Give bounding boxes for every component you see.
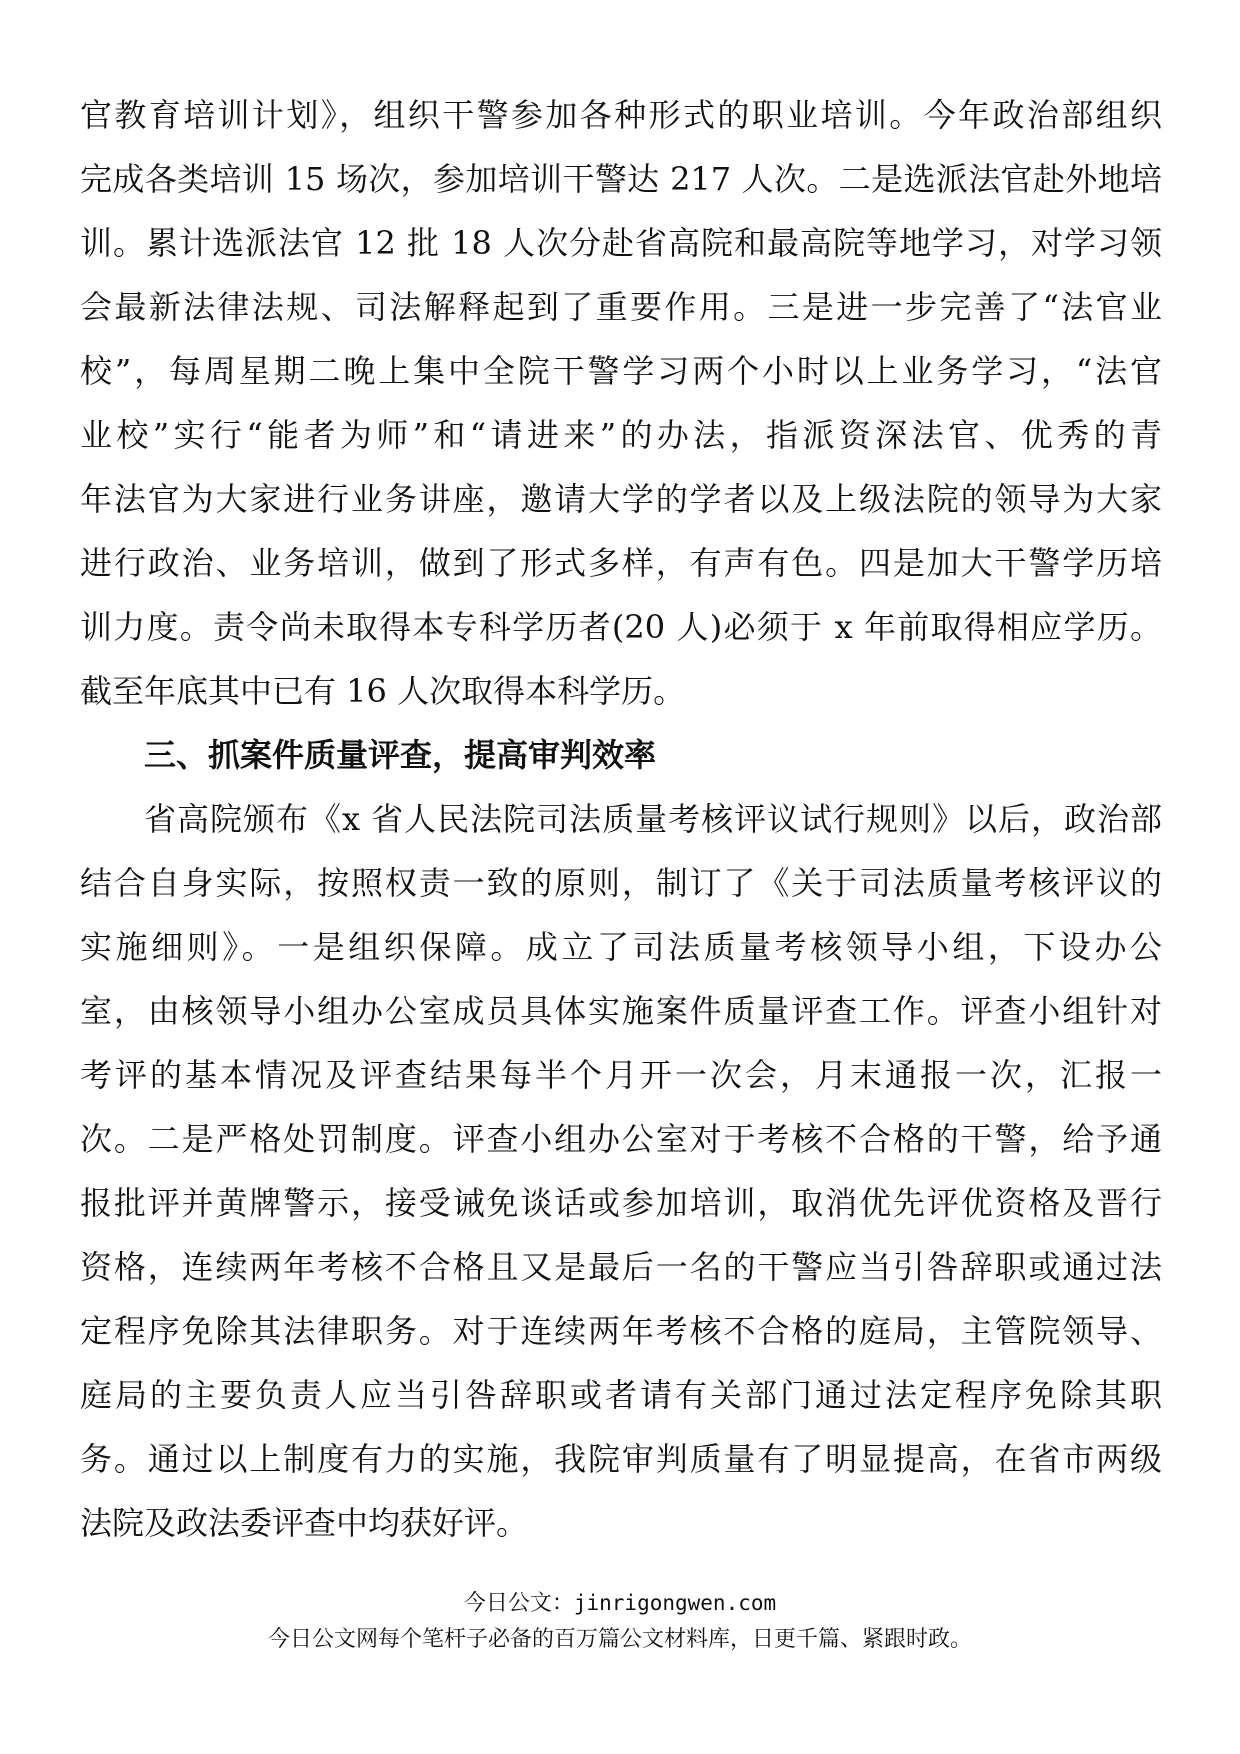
text-line: 训。累计选派法官 12 批 18 人次分赴省高院和最高院等地学习，对学习领 — [80, 224, 1162, 262]
section-heading: 三、抓案件质量评查，提高审判效率 — [144, 736, 657, 774]
text-line: 进行政治、业务培训，做到了形式多样，有声有色。四是加大干警学历培 — [80, 544, 1162, 582]
paragraph-quality-review — [80, 787, 1162, 1555]
text-line: 校”，每周星期二晚上集中全院干警学习两个小时以上业务学习，“法官 — [80, 352, 1162, 390]
text-line: 报批评并黄牌警示，接受诫免谈话或参加培训，取消优先评优资格及晋行 — [80, 1184, 1162, 1222]
footer-slogan: 今日公文网每个笔杆子必备的百万篇公文材料库，日更千篇、紧跟时政。 — [267, 1627, 972, 1652]
text-line: 结合自身实际，按照权责一致的原则，制订了《关于司法质量考核评议的 — [80, 864, 1162, 902]
text-line: 次。二是严格处罚制度。评查小组办公室对于考核不合格的干警，给予通 — [80, 1120, 1162, 1158]
text-line: 考评的基本情况及评查结果每半个月开一次会，月末通报一次，汇报一 — [80, 1056, 1162, 1094]
text-line: 定程序免除其法律职务。对于连续两年考核不合格的庭局，主管院领导、 — [80, 1312, 1162, 1350]
text-line: 省高院颁布《x 省人民法院司法质量考核评议试行规则》以后，政治部 — [144, 800, 1162, 838]
text-line: 截至年底其中已有 16 人次取得本科学历。 — [80, 672, 686, 710]
text-line: 实施细则》。一是组织保障。成立了司法质量考核领导小组，下设办公 — [80, 928, 1162, 966]
text-line: 完成各类培训 15 场次，参加培训干警达 217 人次。二是选派法官赴外地培 — [80, 160, 1162, 198]
document-body — [80, 83, 1162, 1555]
text-line: 官教育培训计划》，组织干警参加各种形式的职业培训。今年政治部组织 — [80, 96, 1162, 134]
text-line: 务。通过以上制度有力的实施，我院审判质量有了明显提高，在省市两级 — [80, 1440, 1162, 1478]
text-line: 业校”实行“能者为师”和“请进来”的办法，指派资深法官、优秀的青 — [80, 416, 1162, 454]
text-line: 室，由核领导小组办公室成员具体实施案件质量评查工作。评查小组针对 — [80, 992, 1162, 1030]
footer-site-line — [0, 1586, 1240, 1617]
footer-site-url[interactable]: jinrigongwen.com — [573, 1591, 777, 1615]
footer-site-label: 今日公文： — [463, 1591, 574, 1616]
text-line: 资格，连续两年考核不合格且又是最后一名的干警应当引咎辞职或通过法 — [80, 1248, 1162, 1286]
text-line: 庭局的主要负责人应当引咎辞职或者请有关部门通过法定程序免除其职 — [80, 1376, 1162, 1414]
text-line: 训力度。责令尚未取得本专科学历者(20 人)必须于 x 年前取得相应学历。 — [80, 608, 1162, 646]
text-line: 会最新法律法规、司法解释起到了重要作用。三是进一步完善了“法官业 — [80, 288, 1162, 326]
text-line: 年法官为大家进行业务讲座，邀请大学的学者以及上级法院的领导为大家 — [80, 480, 1162, 518]
paragraph-training — [80, 83, 1162, 723]
text-line: 法院及政法委评查中均获好评。 — [80, 1504, 529, 1542]
